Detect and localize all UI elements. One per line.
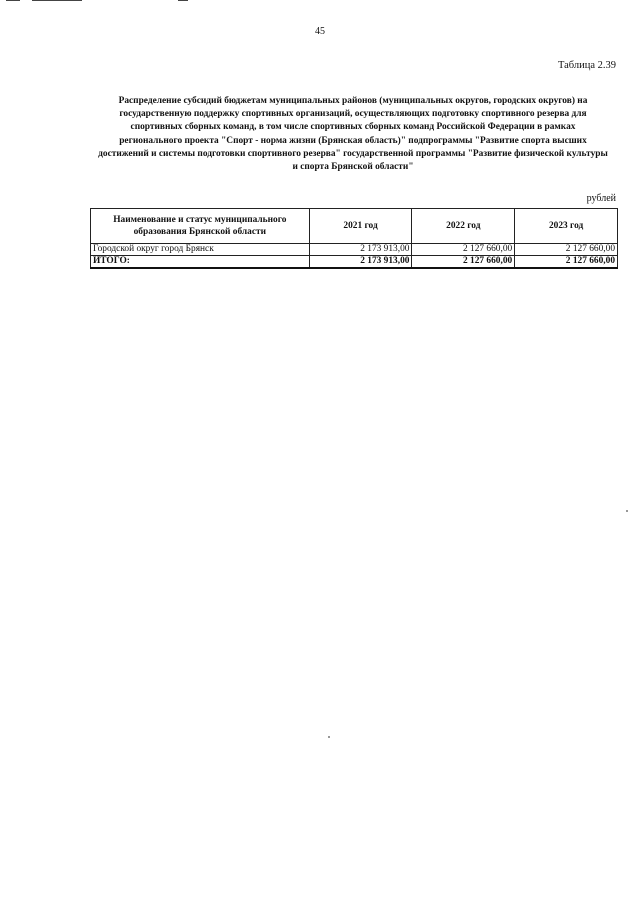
row-municipality-name: Городской округ город Брянск — [91, 244, 310, 256]
total-value-2023: 2 127 660,00 — [515, 256, 618, 269]
row-value-2021: 2 173 913,00 — [309, 244, 412, 256]
subsidy-table — [90, 208, 618, 269]
total-label: ИТОГО: — [91, 256, 310, 269]
scan-mark-right — [178, 0, 188, 1]
total-row — [91, 256, 618, 269]
page-number: 45 — [315, 26, 325, 37]
document-title: Распределение субсидий бюджетам муниципальных районов (муниципальных округов, городских округов) на государственную поддержку спортивных организаций, осуществляющих подготовку спортивного резерва для спортивных сборных команд, в том числе спортивных сборных команд Российской Федерации в рамках регионального проекта "Спорт - норма жизни (Брянская область)" подпрограммы "Развитие спорта высших достижений и системы подготовки спортивного резерва" государственной программы "Развитие физической культуры и спорта Брянской области" — [98, 96, 608, 173]
scan-speck — [626, 510, 628, 512]
units-label: рублей — [586, 193, 616, 204]
header-year-2022: 2022 год — [412, 209, 515, 244]
total-value-2021: 2 173 913,00 — [309, 256, 412, 269]
scan-mark-middle — [32, 0, 82, 1]
header-municipality: Наименование и статус муниципального образования Брянской области — [91, 209, 310, 244]
header-year-2021: 2021 год — [309, 209, 412, 244]
row-value-2023: 2 127 660,00 — [515, 244, 618, 256]
scan-mark-left — [6, 0, 20, 1]
table-number: Таблица 2.39 — [557, 60, 616, 71]
scan-speck — [328, 736, 330, 738]
table-row — [91, 244, 618, 256]
row-value-2022: 2 127 660,00 — [412, 244, 515, 256]
total-value-2022: 2 127 660,00 — [412, 256, 515, 269]
header-year-2023: 2023 год — [515, 209, 618, 244]
table-header-row — [91, 209, 618, 244]
